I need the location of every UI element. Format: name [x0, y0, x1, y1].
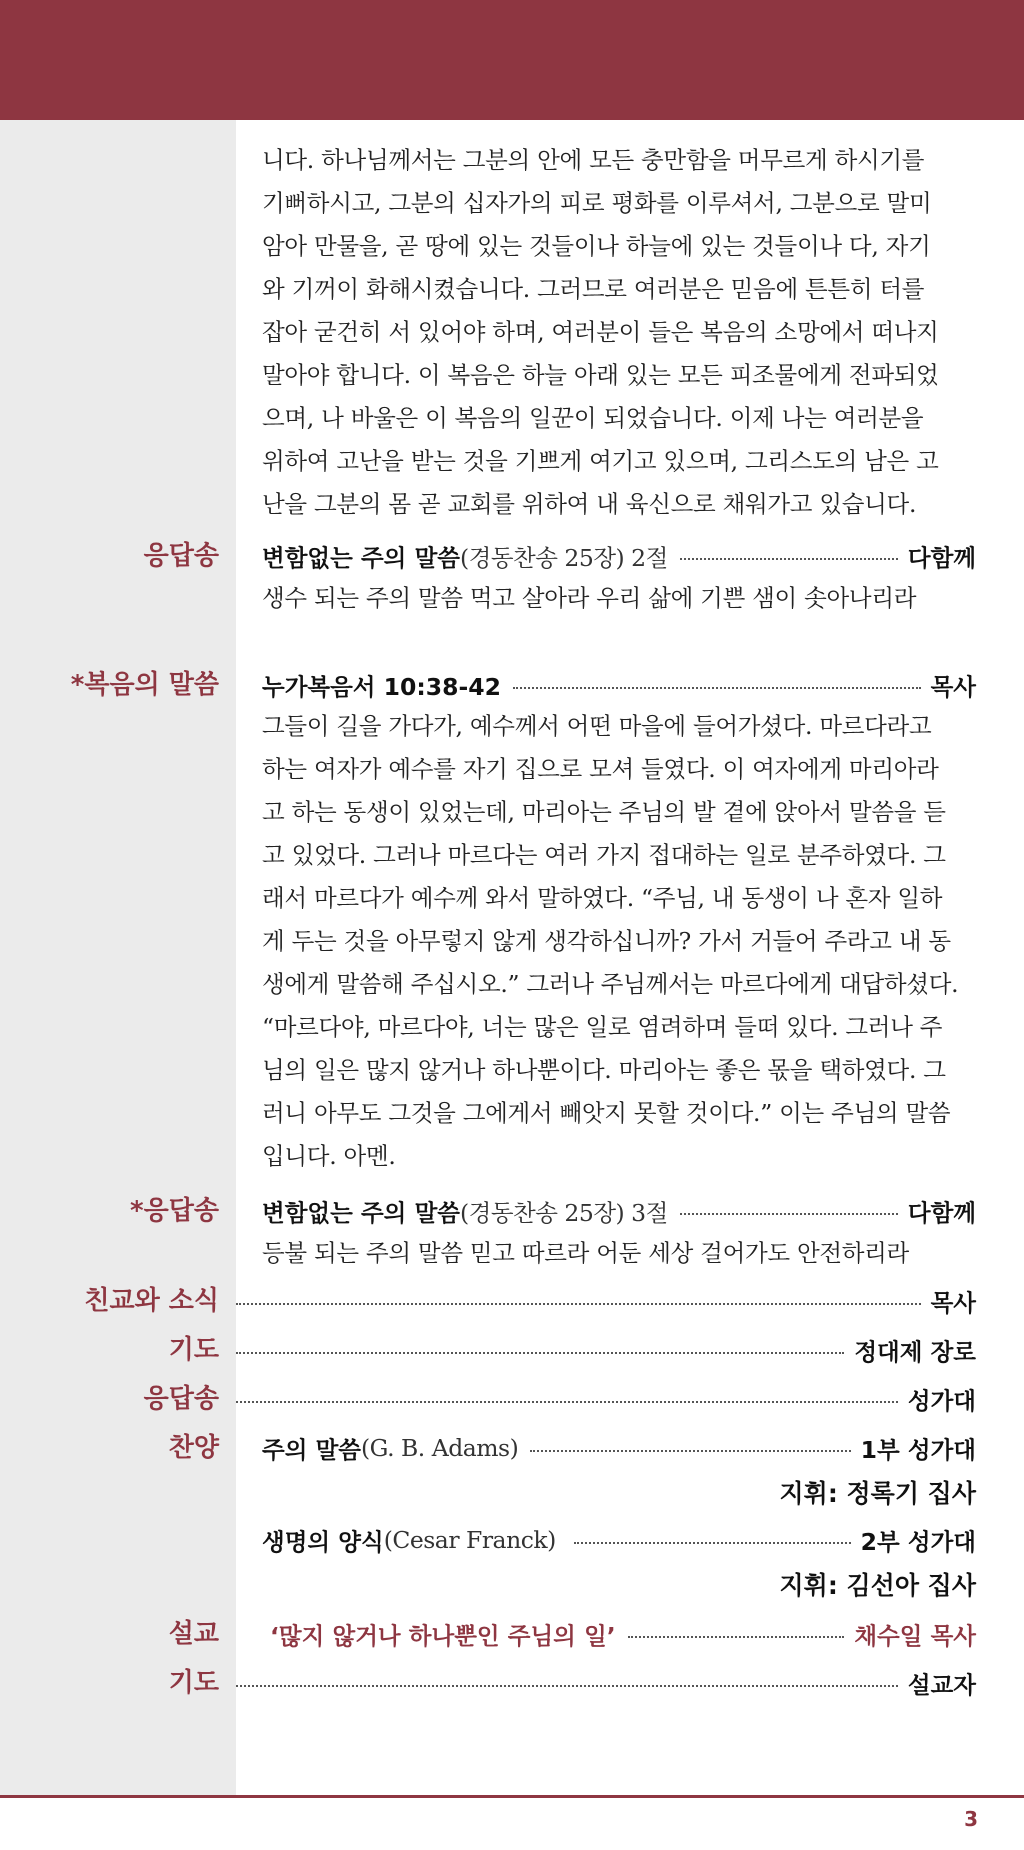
prayer-label: 기도 — [168, 1335, 219, 1365]
hymn-source: (경동찬송 25장) 3절 — [459, 1199, 668, 1227]
dot-leader — [513, 687, 921, 689]
leader: 설교자 — [907, 1671, 976, 1699]
hymn-title: 변함없는 주의 말씀 — [262, 544, 460, 572]
hymn-lyrics: 생수 되는 주의 말씀 먹고 살아라 우리 삶에 기쁜 샘이 솟아나리라 — [262, 584, 917, 612]
scripture-reading-continued — [262, 139, 980, 526]
text-line: 난을 그분의 몸 곧 교회를 위하여 내 육신으로 채워가고 있습니다. — [262, 490, 917, 518]
prayer-row — [236, 1330, 976, 1370]
choir: 1부 성가대 — [860, 1436, 976, 1464]
choir: 2부 성가대 — [860, 1528, 976, 1556]
prayer-label: 기도 — [168, 1668, 219, 1698]
response-hymn-row — [262, 536, 976, 576]
text-line: 입니다. 아멘. — [262, 1142, 396, 1170]
hymn-title: 변함없는 주의 말씀 — [262, 1199, 460, 1227]
text-line: 래서 마르다가 예수께 와서 말하였다. “주님, 내 동생이 나 혼자 일하 — [262, 884, 943, 912]
composer: (G. B. Adams) — [361, 1434, 519, 1462]
reader: 목사 — [930, 673, 976, 701]
text-line: 기뻐하시고, 그분의 십자가의 피로 평화를 이루셔서, 그분으로 말미 — [262, 189, 932, 217]
text-line: 고 하는 동생이 있었는데, 마리아는 주님의 발 곁에 앉아서 말씀을 듣 — [262, 798, 946, 826]
dot-leader — [236, 1303, 921, 1305]
composer: (Cesar Franck) — [383, 1526, 556, 1554]
text-line: 러니 아무도 그것을 그에게서 빼앗지 못할 것이다.” 이는 주님의 말씀 — [262, 1099, 951, 1127]
dot-leader — [574, 1542, 851, 1544]
dot-leader — [236, 1685, 898, 1687]
text-line: 니다. 하나님께서는 그분의 안에 모든 충만함을 머무르게 하시기를 — [262, 146, 925, 174]
choir-response-row — [236, 1379, 976, 1419]
leader: 목사 — [930, 1289, 976, 1317]
dot-leader — [680, 1213, 898, 1215]
response-hymn-row — [262, 1191, 976, 1231]
text-line: 와 기꺼이 화해시켰습니다. 그러므로 여러분은 믿음에 튼튼히 터를 — [262, 275, 925, 303]
label-column-background — [0, 120, 236, 1795]
gospel-label: *복음의 말씀 — [70, 670, 219, 700]
anthem-title: 주의 말씀 — [262, 1436, 361, 1464]
anthem-row — [262, 1428, 976, 1468]
response-hymn-label: 응답송 — [143, 1384, 219, 1414]
dot-leader — [680, 558, 898, 560]
dot-leader — [236, 1352, 844, 1354]
header-bar — [0, 0, 1024, 120]
gospel-reference: 누가복음서 10:38-42 — [262, 673, 501, 701]
hymn-lyrics: 등불 되는 주의 말씀 믿고 따르라 어둔 세상 걸어가도 안전하리라 — [262, 1239, 909, 1267]
performer: 다함께 — [907, 544, 976, 572]
conductor: 지휘: 정록기 집사 — [779, 1479, 976, 1508]
text-line: 그들이 길을 가다가, 예수께서 어떤 마을에 들어가셨다. 마르다라고 — [262, 712, 932, 740]
fellowship-row — [236, 1281, 976, 1321]
performer: 성가대 — [907, 1387, 976, 1415]
anthem-title: 생명의 양식 — [262, 1528, 384, 1556]
performer: 다함께 — [907, 1199, 976, 1227]
text-line: 님의 일은 많지 않거나 하나뿐이다. 마리아는 좋은 몫을 택하였다. 그 — [262, 1056, 946, 1084]
text-line: 생에게 말씀해 주십시오.” 그러나 주님께서는 마르다에게 대답하셨다. — [262, 970, 959, 998]
sermon-row — [270, 1614, 976, 1654]
gospel-text — [262, 705, 980, 1178]
anthem-row — [262, 1520, 976, 1560]
text-line: 암아 만물을, 곧 땅에 있는 것들이나 하늘에 있는 것들이나 다, 자기 — [262, 232, 931, 260]
preacher: 채수일 목사 — [854, 1622, 976, 1650]
fellowship-label: 친교와 소식 — [84, 1286, 219, 1316]
dot-leader — [530, 1450, 850, 1452]
sermon-label: 설교 — [168, 1619, 219, 1649]
text-line: 으며, 나 바울은 이 복음의 일꾼이 되었습니다. 이제 나는 여러분을 — [262, 404, 924, 432]
text-line: 고 있었다. 그러나 마르다는 여러 가지 접대하는 일로 분주하였다. 그 — [262, 841, 946, 869]
hymn-source: (경동찬송 25장) 2절 — [459, 544, 668, 572]
conductor: 지휘: 김선아 집사 — [779, 1571, 976, 1600]
page-number: 3 — [964, 1807, 978, 1831]
response-hymn-label: *응답송 — [130, 1196, 219, 1226]
footer-rule — [0, 1795, 1024, 1798]
response-hymn-label: 응답송 — [143, 541, 219, 571]
dot-leader — [628, 1636, 845, 1638]
anthem-label: 찬양 — [168, 1433, 219, 1463]
text-line: “마르다야, 마르다야, 너는 많은 일로 염려하며 들떠 있다. 그러나 주 — [262, 1013, 943, 1041]
text-line: 위하여 고난을 받는 것을 기쁘게 여기고 있으며, 그리스도의 남은 고 — [262, 447, 939, 475]
leader: 정대제 장로 — [854, 1338, 976, 1366]
dot-leader — [236, 1401, 898, 1403]
gospel-row — [262, 665, 976, 705]
prayer-row — [236, 1663, 976, 1703]
text-line: 말아야 합니다. 이 복음은 하늘 아래 있는 모든 피조물에게 전파되었 — [262, 361, 939, 389]
text-line: 잡아 굳건히 서 있어야 하며, 여러분이 들은 복음의 소망에서 떠나지 — [262, 318, 939, 346]
text-line: 게 두는 것을 아무렇지 않게 생각하십니까? 가서 거들어 주라고 내 동 — [262, 927, 951, 955]
text-line: 하는 여자가 예수를 자기 집으로 모셔 들였다. 이 여자에게 마리아라 — [262, 755, 939, 783]
sermon-title: ‘많지 않거나 하나뿐인 주님의 일’ — [270, 1622, 616, 1650]
